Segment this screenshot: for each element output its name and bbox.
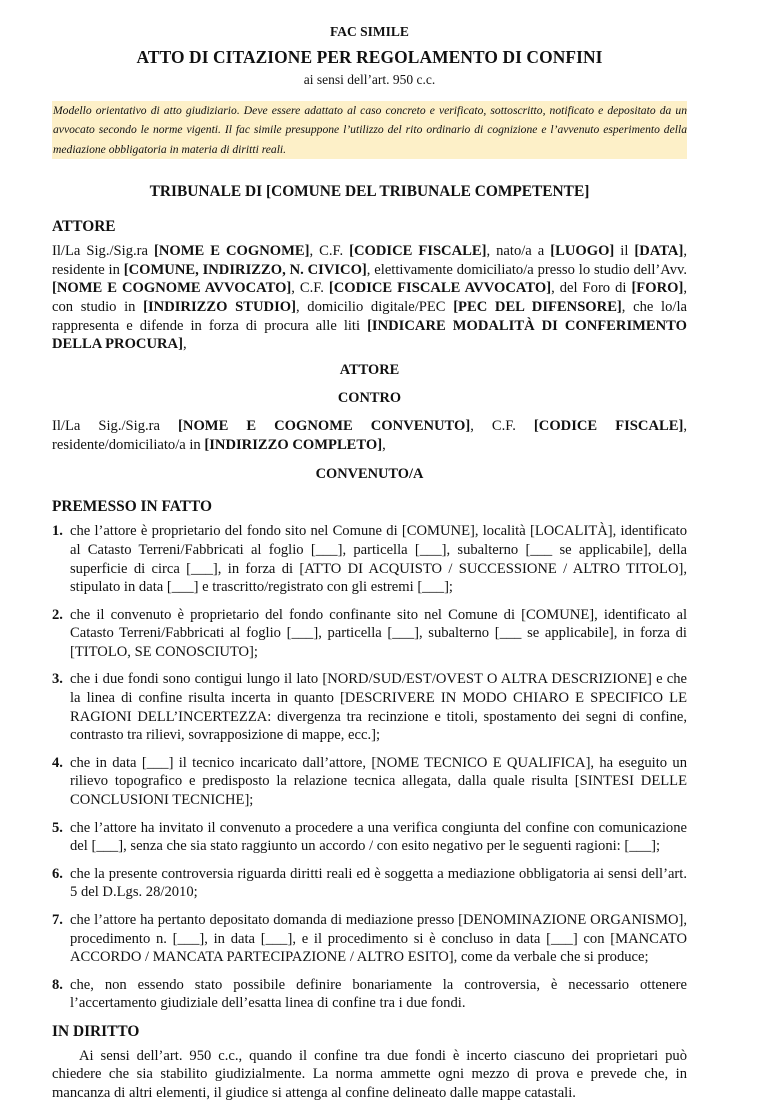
court-heading: TRIBUNALE DI [COMUNE DEL TRIBUNALE COMPETENTE] bbox=[149, 183, 590, 200]
list-item bbox=[52, 670, 687, 744]
diritto-paragraph: Ai sensi dell’art. 950 c.c., quando il confine tra due fondi è incerto ciascuno dei proprietari può chiedere che sia stabilito giudizialmente. La norma ammette ogni mezzo di prova e prevede che, in mancanza di altri elementi, il giudice si attenga al confine delineato dalle mappe catastali. bbox=[52, 1047, 687, 1101]
list-item bbox=[52, 865, 687, 902]
list-item-text: che, non essendo stato possibile definire bonariamente la controversia, è necessario ottenere l’accertamento giudiziale dell’esatta linea di confine tra i due fondi. bbox=[70, 976, 687, 1012]
document-label: FAC SIMILE bbox=[330, 24, 409, 39]
convenuto-role-label: CONVENUTO/A bbox=[315, 466, 424, 483]
list-item-text: che l’attore ha invitato il convenuto a procedere a una verifica congiunta del confine con comunicazione del [___], senza che sia stato raggiunto un accordo / con esito negativo per le seguenti ragioni: [___]; bbox=[70, 819, 687, 855]
contro-label: CONTRO bbox=[337, 390, 402, 407]
placeholder-procura: [INDICARE MODALITÀ DI CONFERIMENTO DELLA PROCURA] bbox=[52, 317, 687, 353]
list-item-text: che l’attore è proprietario del fondo sito nel Comune di [COMUNE], località [LOCALITÀ], identificato al Catasto Terreni/Fabbricati al foglio [___], particella [___], subalterno [___ se applicabile], della superficie di circa [___], in forza di [ATTO DI ACQUISTO / SUCCESSIONE / ALTRO TITOLO], stipulato in data [___] e trascritto/registrato con gli estremi [___]; bbox=[70, 523, 687, 596]
list-item bbox=[52, 754, 687, 810]
placeholder-attore-residence: [COMUNE, INDIRIZZO, N. CIVICO] bbox=[123, 261, 367, 278]
list-item bbox=[52, 911, 687, 967]
list-item bbox=[52, 522, 687, 596]
list-item bbox=[52, 606, 687, 662]
list-item-text: che l’attore ha pertanto depositato domanda di mediazione presso [DENOMINAZIONE ORGANISMO], procedimento n. [___], in data [___], e il procedimento si è concluso in data [___] con [MANCATO ACCORDO / MANCATA PARTECIPAZIONE / ALTRO ESITO], come da verbale che si produce; bbox=[70, 912, 687, 966]
document-title: ATTO DI CITAZIONE PER REGOLAMENTO DI CONFINI bbox=[136, 46, 603, 67]
placeholder-attore-name: [NOME E COGNOME] bbox=[153, 243, 310, 260]
list-item-number: 5. bbox=[52, 819, 63, 836]
placeholder-convenuto-name: [NOME E COGNOME CONVENUTO] bbox=[178, 417, 471, 434]
list-item-number: 4. bbox=[52, 754, 63, 771]
placeholder-lawyer-cf: [CODICE FISCALE AVVOCATO] bbox=[328, 280, 552, 297]
placeholder-attore-date: [DATA] bbox=[634, 243, 684, 260]
attore-paragraph: Il/La Sig./Sig.ra [NOME E COGNOME], C.F. [CODICE FISCALE], nato/a a [LUOGO] il [DATA], residente in [COMUNE, INDIRIZZO, N. CIVICO], elettivamente domiciliato/a presso lo studio dell’Avv. [NOME E COGNOME AVVOCATO], C.F. [CODICE FISCALE AVVOCATO], del Foro di [FORO], con studio in [INDIRIZZO STUDIO], domicilio digitale/PEC [PEC DEL DIFENSORE], che lo/la rappresenta e difende in forza di procura alle liti [INDICARE MODALITÀ DI CONFERIMENTO DELLA PROCURA], bbox=[52, 243, 687, 353]
list-item-text: che i due fondi sono contigui lungo il lato [NORD/SUD/EST/OVEST O ALTRA DESCRIZIONE] e che la linea di confine risulta incerta in quanto [DESCRIVERE IN MODO CHIARO E SPECIFICO LE RAGIONI DELL’INCERTEZZA: divergenza tra recinzione e titoli, spostamento dei segni di confine, contrasto tra rilievi, sovrapposizione di mappe, ecc.]; bbox=[70, 671, 687, 744]
convenuto-paragraph: Il/La Sig./Sig.ra [NOME E COGNOME CONVENUTO], C.F. [CODICE FISCALE], residente/domiciliato/a in [INDIRIZZO COMPLETO], bbox=[52, 417, 687, 453]
placeholder-pec: [PEC DEL DIFENSORE] bbox=[453, 298, 622, 315]
placeholder-attore-place: [LUOGO] bbox=[550, 243, 615, 260]
list-item-number: 6. bbox=[52, 865, 63, 882]
list-item-number: 8. bbox=[52, 976, 63, 993]
premesso-list bbox=[52, 522, 687, 1013]
placeholder-convenuto-address: [INDIRIZZO COMPLETO] bbox=[204, 436, 383, 453]
placeholder-studio: [INDIRIZZO STUDIO] bbox=[143, 298, 296, 315]
placeholder-attore-cf: [CODICE FISCALE] bbox=[349, 243, 487, 260]
placeholder-foro: [FORO] bbox=[631, 280, 684, 297]
premesso-heading: PREMESSO IN FATTO bbox=[52, 497, 212, 515]
list-item bbox=[52, 819, 687, 856]
document-subtitle: ai sensi dell’art. 950 c.c. bbox=[303, 72, 436, 88]
attore-role-label: ATTORE bbox=[339, 361, 400, 378]
placeholder-lawyer-name: [NOME E COGNOME AVVOCATO] bbox=[52, 280, 292, 297]
list-item-number: 3. bbox=[52, 671, 63, 688]
list-item-number: 2. bbox=[52, 606, 63, 623]
placeholder-convenuto-cf: [CODICE FISCALE] bbox=[533, 417, 684, 434]
disclaimer-notice: Modello orientativo di atto giudiziario. Deve essere adattato al caso concreto e verificato, sottoscritto, notificato e depositato da un avvocato secondo le norme vigenti. Il fac simile presuppone l’utilizzo del rito ordinario di cognizione e l’avvenuto esperimento della mediazione obbligatoria in materia di diritti reali. bbox=[52, 101, 687, 159]
diritto-heading: IN DIRITTO bbox=[52, 1022, 140, 1040]
list-item-text: che in data [___] il tecnico incaricato dall’attore, [NOME TECNICO E QUALIFICA], ha eseguito un rilievo topografico e predisposto la relazione tecnica allegata, dalla quale risulta [SINTESI DELLE CONCLUSIONI TECNICHE]; bbox=[70, 754, 687, 809]
attore-heading: ATTORE bbox=[52, 217, 116, 235]
list-item-text: che la presente controversia riguarda diritti reali ed è soggetta a mediazione obbligatoria ai sensi dell’art. 5 del D.Lgs. 28/2010; bbox=[70, 865, 687, 901]
list-item bbox=[52, 976, 687, 1013]
list-item-text: che il convenuto è proprietario del fondo confinante sito nel Comune di [COMUNE], identificato al Catasto Terreni/Fabbricati al foglio [___], particella [___], subalterno [___ se applicabile], in forza di [TITOLO, SE CONOSCIUTO]; bbox=[70, 606, 687, 660]
list-item-number: 1. bbox=[52, 523, 63, 540]
list-item-number: 7. bbox=[52, 912, 63, 928]
